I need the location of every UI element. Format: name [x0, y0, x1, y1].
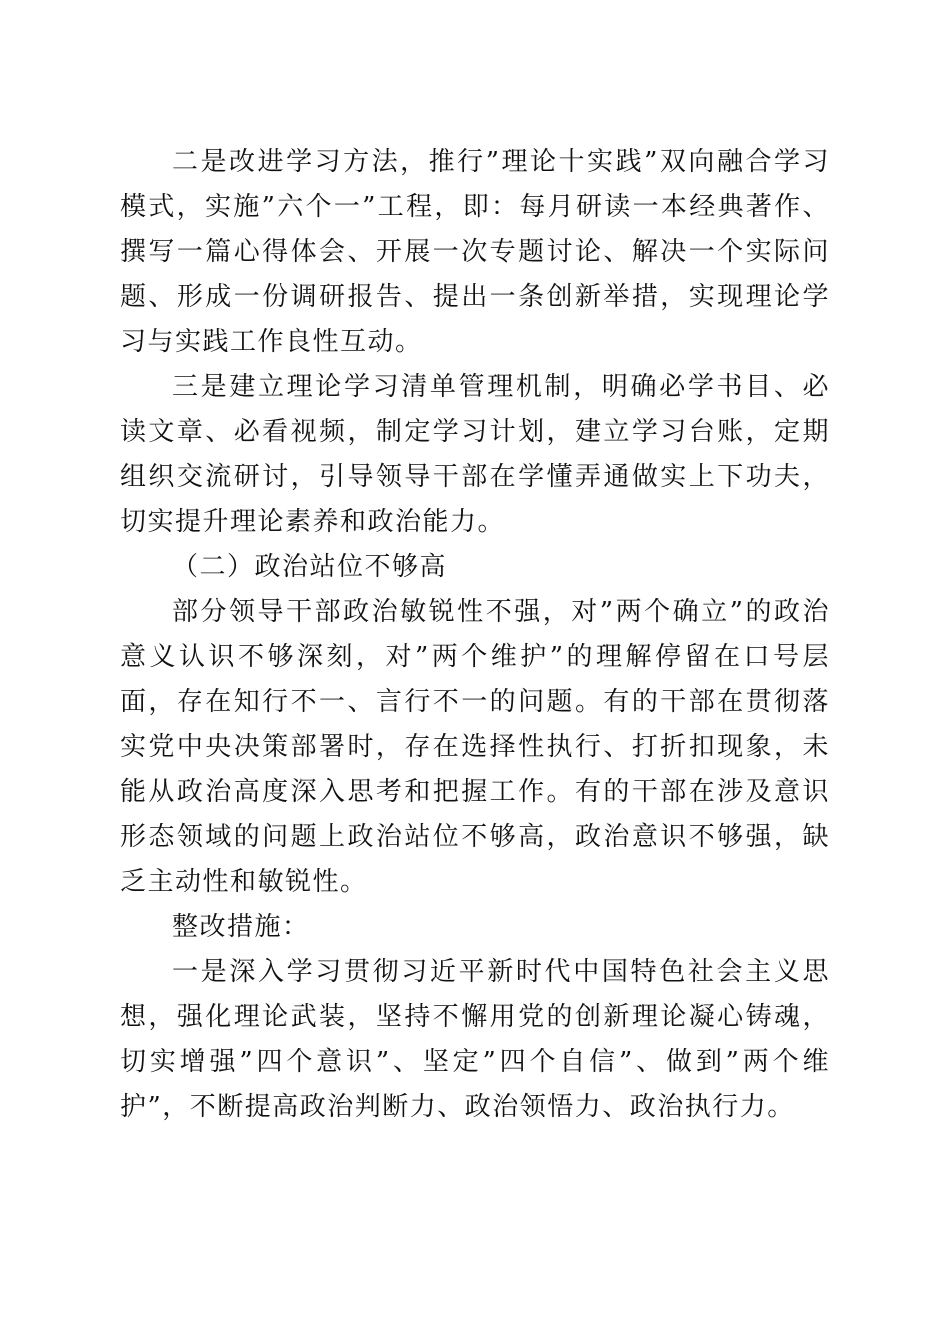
document-body [120, 140, 830, 1130]
paragraph-study-checklist-mechanism: 三是建立理论学习清单管理机制，明确必学书目、必读文章、必看视频，制定学习计划，建立学习台账，定期组织交流研讨，引导领导干部在学懂弄通做实上下功夫，切实提升理论素养和政治能力。 [120, 372, 830, 537]
paragraph-political-sensitivity-problem: 部分领导干部政治敏锐性不强，对”两个确立”的政治意义认识不够深刻，对”两个维护”的理解停留在口号层面，存在知行不一、言行不一的问题。有的干部在贯彻落实党中央决策部署时，存在选择性执行、打折扣现象，未能从政治高度深入思考和把握工作。有的干部在涉及意识形态领域的问题上政治站位不够高，政治意识不够强，缺乏主动性和敏锐性。 [120, 597, 830, 897]
section-heading-political-stance: （二）政治站位不够高 [172, 552, 448, 582]
paragraph-rectification-measures-label: 整改措施： [172, 912, 310, 942]
paragraph-deepen-study-thought: 一是深入学习贯彻习近平新时代中国特色社会主义思想，强化理论武装，坚持不懈用党的创新理论凝心铸魂，切实增强”四个意识”、坚定”四个自信”、做到”两个维护”，不断提高政治判断力、政治领悟力、政治执行力。 [120, 957, 830, 1122]
paragraph-improve-study-method: 二是改进学习方法，推行”理论十实践”双向融合学习模式，实施”六个一”工程，即：每月研读一本经典著作、撰写一篇心得体会、开展一次专题讨论、解决一个实际问题、形成一份调研报告、提出一条创新举措，实现理论学习与实践工作良性互动。 [120, 147, 830, 357]
